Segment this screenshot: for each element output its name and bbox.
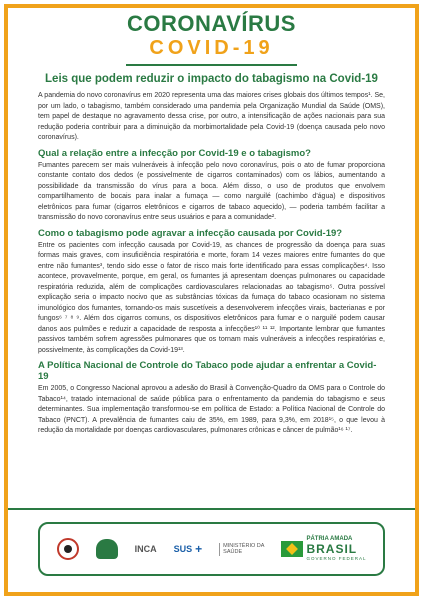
brasil-label: BRASIL	[306, 542, 358, 556]
divider-bar	[8, 508, 415, 510]
section-heading-aggravation: Como o tabagismo pode agravar a infecção causada por Covid-19?	[38, 227, 343, 239]
header	[8, 12, 415, 70]
paragraph-policy: Em 2005, o Congresso Nacional aprovou a adesão do Brasil à Convenção-Quadro da OMS para o Controle do Tabaco¹⁴, tratado internacional de saúde pública para o enfrentamento da pandemia do tabagismo e seus determinantes. Sua implementação transformou-se em política de Estado: a Política Nacional de Controle do Tabaco (PNCT). A prevalência de fumantes caiu de 35%, em 1989, para 9,3%, em 2018¹⁵, o que levou à redução da mortalidade por doenças cardiovasculares, pulmonares crônicas e câncer de pulmão¹⁶ ¹⁷.	[38, 385, 385, 434]
header-subtitle: COVID-19	[149, 37, 274, 59]
seal-icon	[57, 538, 79, 560]
ministerio-line1: MINISTÉRIO DA	[223, 542, 265, 549]
page-frame	[4, 4, 419, 596]
flag-icon	[281, 541, 303, 557]
plus-icon: +	[195, 542, 203, 556]
document-title: Leis que podem reduzir o impacto do tabagismo na Covid-19	[45, 73, 378, 85]
document-body	[38, 73, 385, 518]
lung-icon	[96, 539, 118, 559]
section-heading-relation: Qual a relação entre a infecção por Covid-19 e o tabagismo?	[38, 147, 311, 159]
ministerio-logo	[219, 543, 264, 556]
paragraph-intro: A pandemia do novo coronavírus em 2020 representa uma das maiores crises globais dos últimos tempos¹. Se, por um lado, o tabagismo, também considerado uma pandemia pela Organização Mundial da Saúde (OMS), tem papel de destaque no agravamento dessa crise, por outro, a intensificação de ações nacionais para sua redução poderia contribuir para a diminuição da morbimortalidade pela Covid-19 (doença causada pelo novo coronavírus).	[38, 92, 385, 141]
footer-logos	[38, 522, 385, 576]
header-title: CORONAVÍRUS	[127, 11, 296, 36]
lung-logo	[96, 539, 118, 559]
inca-logo	[135, 544, 157, 554]
brasil-text	[306, 535, 366, 563]
paragraph-aggravation: Entre os pacientes com infecção causada por Covid-19, as chances de progressão da doença para suas formas mais graves, com insuficiência respiratória e morte, foram 14 vezes maiores entre fumantes do que entre não fumantes³, tendo sido esse o fator de risco mais forte identificado para essas complicações⁴. Isso acontece, provavelmente, porque, em geral, os fumantes já apresentam doenças pulmonares ou capacidade respiratória reduzida, além de complicações cardiovasculares relacionadas ao tabagismo⁵. Outra possível explicação seria o impacto nocivo que as substâncias tóxicas da fumaça do tabaco ocasionam no sistema imunológico dos fumantes, tornando-os mais suscetíveis a desenvolverem infecções virais, bacterianas e por fungos⁶ ⁷ ⁸ ⁹. Além dos cigarros comuns, os dispositivos eletrônicos para fumar e o narguilé podem causar danos aos pulmões e reduzir a capacidade de resposta a infecções¹⁰ ¹¹ ¹². Importante lembrar que fumantes passivos também sofrem agressões pulmonares que os tornam mais vulneráveis a infecções respiratórias e, possivelmente, às complicações da Covid-19¹³.	[38, 241, 385, 354]
sus-logo	[174, 542, 203, 556]
inca-label: INCA	[134, 544, 157, 554]
brasil-logo	[281, 535, 366, 563]
seal-logo	[57, 538, 79, 560]
ministerio-label	[219, 543, 264, 556]
paragraph-relation: Fumantes parecem ser mais vulneráveis à infecção pelo novo coronavírus, pois o ato de fumar proporciona constante contato dos dedos (e possivelmente de cigarros contaminados) com os lábios, aumentando a possibilidade da transmissão do vírus para a boca. Além disso, o uso de produtos que envolvem compartilhamento de bocais para inalar a fumaça — como narguilé (cachimbo d'água) e dispositivos eletrônicos para fumar (cigarros eletrônicos e cigarros de tabaco aquecido), — poderia também facilitar a transmissão do novo coronavírus entre seus usuários e para a comunidade².	[38, 161, 385, 221]
patria-label: PÁTRIA AMADA	[306, 536, 353, 542]
governo-label: GOVERNO FEDERAL	[306, 556, 367, 561]
sus-label: SUS	[173, 544, 193, 554]
section-heading-policy: A Política Nacional de Controle do Tabaco pode ajudar a enfrentar a Covid-19	[38, 360, 377, 382]
ministerio-line2: SAÚDE	[223, 549, 243, 555]
header-rule	[126, 64, 297, 66]
